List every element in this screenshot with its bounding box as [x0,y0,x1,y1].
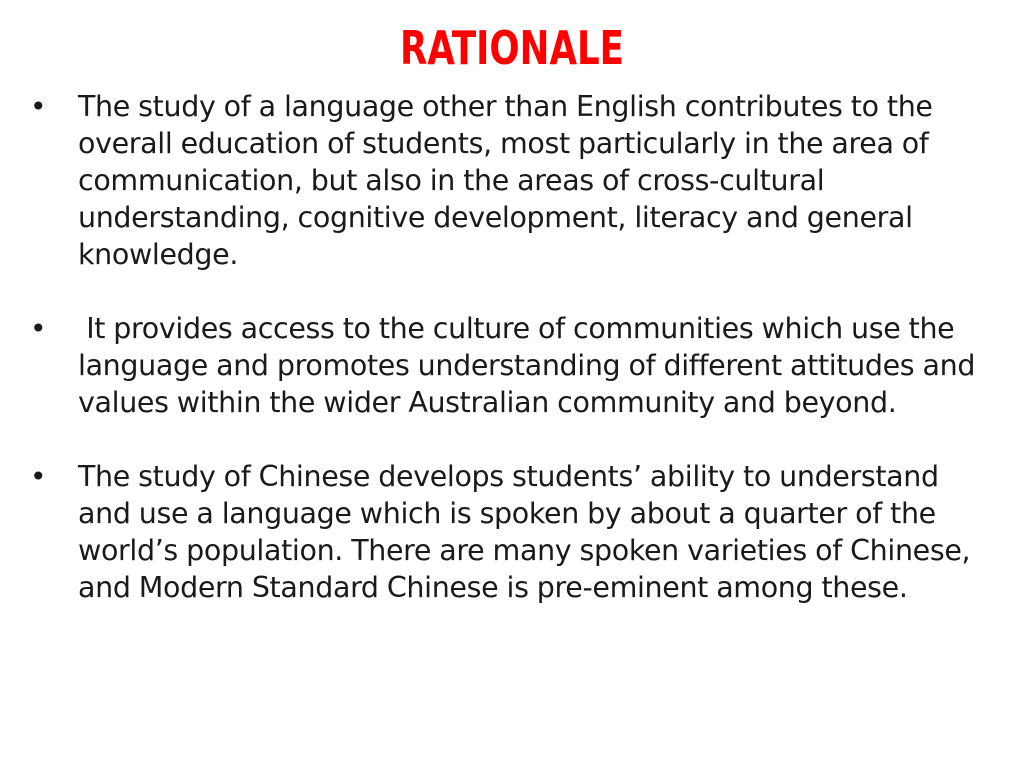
bullet-item-1 [0,88,1024,273]
bullet-dot-icon: • [30,460,47,493]
bullet-text-3: The study of Chinese develops students’ ability to understand and use a language which is spoken by about a quarter of the world’s population. There are many spoken varieties of Chinese, and Modern Standard Chinese is pre-eminent among these. [78,460,971,604]
bullet-dot-icon: • [30,312,47,345]
bullet-item-3 [0,458,1024,606]
slide-title: RATIONALE [400,21,624,75]
bullet-item-2 [0,310,1024,421]
bullet-dot-icon: • [30,90,47,123]
bullet-list [0,88,1024,606]
bullet-text-2: It provides access to the culture of communities which use the language and promotes understanding of different attitudes and values within the wider Australian community and beyond. [78,312,984,419]
bullet-text-1: The study of a language other than English contributes to the overall education of students, most particularly in the area of communication, but also in the areas of cross-cultural understanding, cognitive development, literacy and general knowledge. [78,90,933,271]
